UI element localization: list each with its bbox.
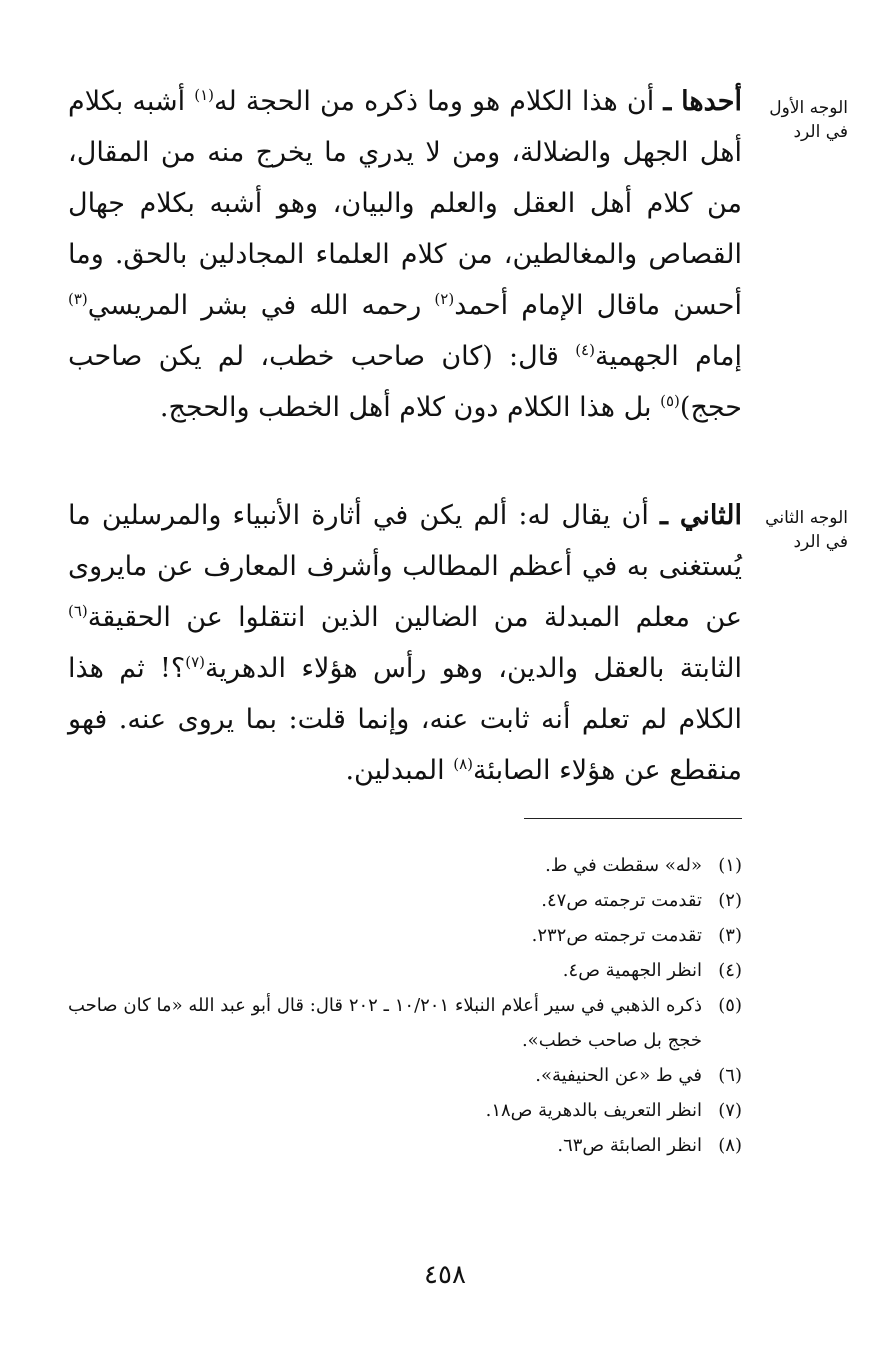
footnote-separator bbox=[524, 818, 742, 819]
footnote-number: (١) bbox=[718, 855, 742, 876]
footnote-ref[interactable]: (٨) bbox=[453, 755, 473, 773]
footnote-text: ذكره الذهبي في سير أعلام النبلاء ١٠/٢٠١ ـ ٢٠٢ قال: قال أبو عبد الله «ما كان صاحب خجج بل صاحب خطب». bbox=[68, 995, 702, 1051]
margin-note-line: في الرد bbox=[793, 532, 848, 552]
footnote-item bbox=[68, 1093, 742, 1128]
footnote-text: انظر الجهمية ص٤. bbox=[562, 960, 702, 981]
paragraph-text: ؟! ثم هذا الكلام لم تعلم أنه ثابت عنه، وإنما قلت: بما يروى عنه. فهو منقطع عن هؤلاء الصابئة bbox=[68, 653, 742, 786]
footnote-item bbox=[68, 1128, 742, 1163]
footnote-text: تقدمت ترجمته ص٢٣٢. bbox=[531, 925, 702, 946]
paragraph-text: الثابتة بالعقل والدين، وهو رأس هؤلاء الدهرية bbox=[205, 653, 742, 684]
paragraph-text: رحمه الله في بشر المريسي bbox=[87, 290, 435, 321]
footnote-number: (٣) bbox=[718, 925, 742, 946]
paragraph-text: أن هذا الكلام هو وما ذكره من الحجة له bbox=[214, 86, 664, 117]
footnote-ref[interactable]: (٣) bbox=[68, 290, 88, 308]
footnotes-list bbox=[68, 848, 742, 1163]
paragraph-first-aspect bbox=[68, 76, 742, 433]
footnote-text: انظر الصابئة ص٦٣. bbox=[557, 1135, 702, 1156]
paragraph-text: إمام الجهمية bbox=[594, 341, 742, 372]
footnote-ref[interactable]: (١) bbox=[194, 86, 215, 104]
footnote-text: في ط «عن الحنيفية». bbox=[535, 1065, 702, 1086]
footnote-text: «له» سقطت في ط. bbox=[545, 855, 702, 876]
paragraph-lead: أحدها ـ bbox=[663, 86, 742, 117]
margin-note-line: الوجه الأول bbox=[769, 98, 848, 118]
margin-note-line: في الرد bbox=[793, 122, 848, 142]
paragraph-text: أن يقال له: ألم يكن في أثارة الأنبياء والمرسلين ما يُستغنى به في أعظم المطالب وأشرف المعارف عن مايروى عن معلم المبدلة من الضالين الذين انتقلوا عن الحقيقة bbox=[68, 500, 742, 633]
margin-note-first-aspect bbox=[752, 96, 848, 144]
margin-note-second-aspect bbox=[752, 506, 848, 554]
footnote-number: (٢) bbox=[718, 890, 742, 911]
footnote-ref[interactable]: (٦) bbox=[68, 602, 88, 620]
paragraph-lead: الثاني ـ bbox=[660, 500, 742, 531]
footnote-text: تقدمت ترجمته ص٤٧. bbox=[541, 890, 702, 911]
paragraph-text: المبدلين. bbox=[345, 755, 454, 786]
footnote-ref[interactable]: (٢) bbox=[434, 290, 455, 308]
paragraph-text: قال: (كان صاحب خطب، لم يكن صاحب حجج) bbox=[68, 341, 742, 423]
footnote-number: (٤) bbox=[718, 960, 742, 981]
footnote-item bbox=[68, 918, 742, 953]
margin-note-line: الوجه الثاني bbox=[765, 508, 848, 528]
paragraph-text: بل هذا الكلام دون كلام أهل الخطب والحجج. bbox=[159, 392, 661, 423]
footnote-item bbox=[68, 848, 742, 883]
footnote-item bbox=[68, 988, 742, 1058]
footnote-ref[interactable]: (٥) bbox=[660, 392, 680, 410]
footnote-ref[interactable]: (٤) bbox=[575, 341, 595, 359]
footnote-number: (٨) bbox=[718, 1135, 742, 1156]
footnote-item bbox=[68, 883, 742, 918]
paragraph-second-aspect bbox=[68, 490, 742, 796]
paragraph-text: أشبه بكلام أهل الجهل والضلالة، ومن لا يدري ما يخرج منه من المقال، من كلام أهل العقل والعلم والبيان، وهو أشبه بكلام جهال القصاص والمغالطين، من كلام العلماء المجادلين بالحق. وما أحسن ماقال الإمام أحمد bbox=[68, 86, 742, 321]
footnote-number: (٦) bbox=[718, 1065, 742, 1086]
footnote-text: انظر التعريف بالدهرية ص١٨. bbox=[485, 1100, 702, 1121]
footnote-number: (٧) bbox=[718, 1100, 742, 1121]
footnote-number: (٥) bbox=[718, 995, 742, 1016]
footnote-item bbox=[68, 1058, 742, 1093]
page-number: ٤٥٨ bbox=[424, 1260, 466, 1290]
footnote-ref[interactable]: (٧) bbox=[185, 653, 205, 671]
footnote-item bbox=[68, 953, 742, 988]
